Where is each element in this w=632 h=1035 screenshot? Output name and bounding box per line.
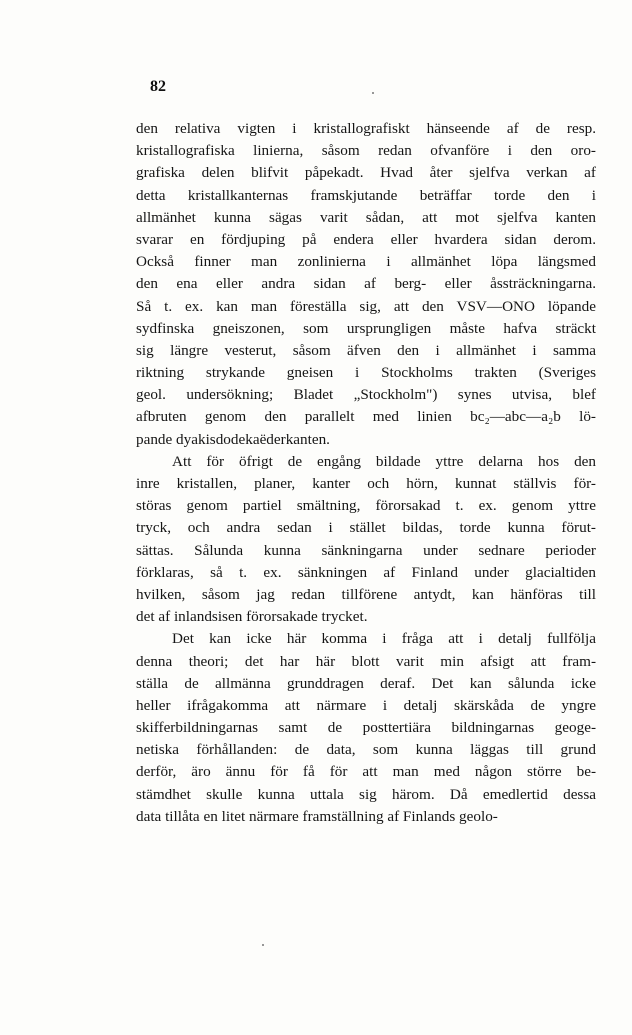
text-line: Så t. ex. kan man föreställa sig, att den VSV—ONO löpande	[136, 297, 596, 315]
paragraph	[136, 118, 596, 451]
text-line: svarar en fördjuping på endera eller hvardera sidan derom.	[136, 230, 596, 248]
text-line: störas genom partiel smältning, förorsakad t. ex. genom yttre	[136, 497, 596, 515]
text-line: denna theori; det har här blott varit min afsigt att fram-	[136, 652, 596, 670]
text-line: data tillåta en litet närmare framställning af Finlands geolo-	[136, 807, 498, 825]
text-line: förklaras, så t. ex. sänkningen af Finland under glacialtiden	[136, 563, 596, 581]
text-line: hvilken, såsom jag redan tillförene antydt, kan hänföras till	[136, 585, 596, 603]
text-line: tryck, och andra sedan i stället bildas, torde kunna förut-	[136, 519, 596, 537]
text-line: den relativa vigten i kristallografiskt hänseende af de resp.	[136, 120, 596, 137]
text-line: sydfinska gneiszonen, som ursprungligen måste hafva sträckt	[136, 319, 596, 337]
text-line: Att för öfrigt de engång bildade yttre delarna hos den	[172, 452, 596, 470]
text-line: allmänhet kunna sägas varit sådan, att mot sjelfva kanten	[136, 208, 596, 226]
text-line: afbruten genom den parallelt med linien bc₂—abc—a₂b lö-	[136, 408, 596, 426]
text-line: stämdhet skulle kunna uttala sig härom. Då emedlertid dessa	[136, 785, 596, 803]
text-line: netiska förhållanden: de data, som kunna läggas till grund	[136, 741, 596, 759]
text-line: inre kristallen, planer, kanter och hörn, kunnat ställvis för-	[136, 475, 596, 492]
text-line: heller ifrågakomma att närmare i detalj skärskåda de yngre	[136, 696, 596, 714]
text-line: sig längre vesterut, såsom äfven den i allmänhet i samma	[136, 341, 596, 359]
text-line: kristallografiska linierna, såsom redan ofvanföre i den oro-	[136, 142, 596, 160]
paragraph	[136, 451, 596, 629]
text-line: sättas. Sålunda kunna sänkningarna under sednare perioder	[136, 541, 596, 559]
ink-speck	[262, 944, 264, 946]
text-line: geol. undersökning; Bladet „Stockholm") synes utvisa, blef	[136, 386, 596, 404]
text-line: Det kan icke här komma i fråga att i detalj fullfölja	[172, 630, 596, 648]
ink-speck	[372, 92, 374, 94]
page-number: 82	[150, 78, 166, 95]
paragraph	[136, 628, 596, 828]
text-line: det af inlandsisen förorsakade trycket.	[136, 608, 368, 626]
text-line: ställa de allmänna grunddragen deraf. Det kan sålunda icke	[136, 674, 596, 692]
text-line: skifferbildningarnas samt de posttertiära bildningarnas geoge-	[136, 719, 596, 737]
text-line: Också finner man zonlinierna i allmänhet löpa längsmed	[136, 253, 596, 271]
text-line: riktning strykande gneisen i Stockholms trakten (Sveriges	[136, 364, 596, 382]
body-text	[136, 118, 596, 828]
text-line: pande dyakisdodekaëderkanten.	[136, 430, 330, 448]
text-line: grafiska delen blifvit påpekadt. Hvad åter sjelfva verkan af	[136, 164, 596, 182]
text-line: detta kristallkanternas framskjutande beträffar torde den i	[136, 186, 596, 204]
text-line: derför, äro ännu för få för att man med någon större be-	[136, 763, 596, 781]
text-line: den ena eller andra sidan af berg- eller åssträckningarna.	[136, 275, 596, 293]
